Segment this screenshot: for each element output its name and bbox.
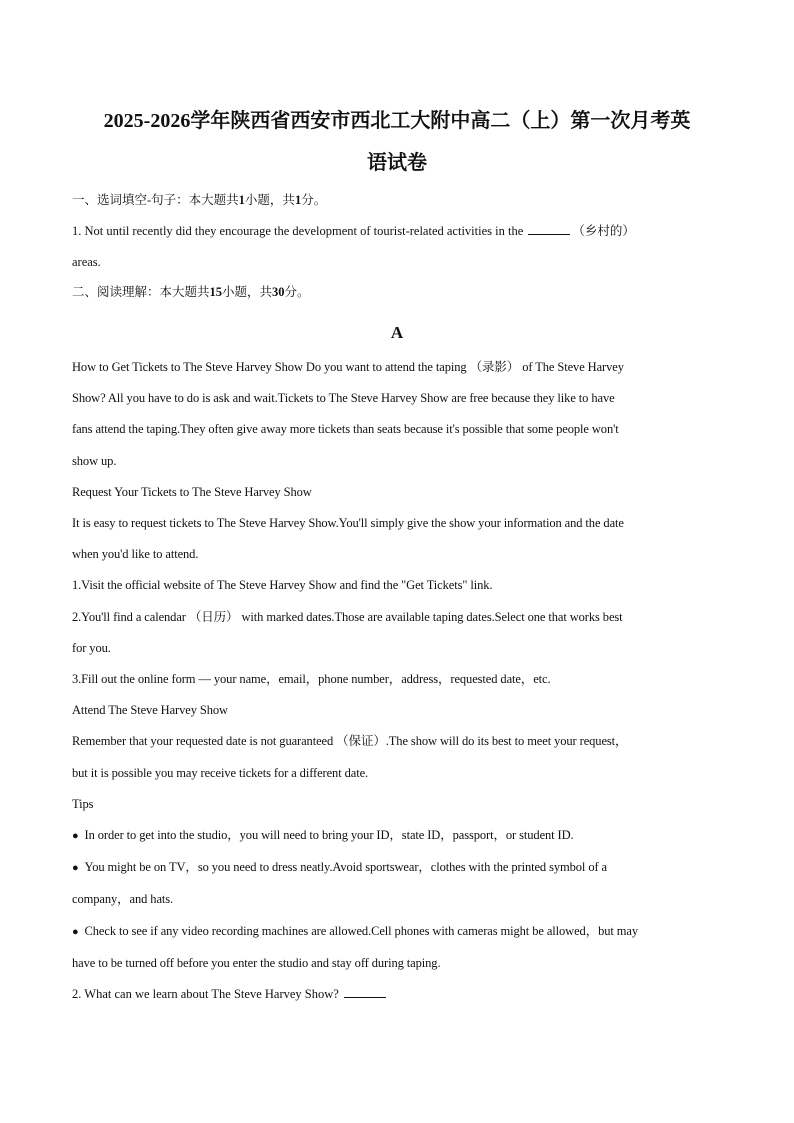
question-1-hint: （乡村的） xyxy=(572,224,635,238)
section-1-heading xyxy=(72,188,722,212)
question-2-number: 2. xyxy=(72,987,82,1002)
passage-line: when you'd like to attend. xyxy=(72,547,199,562)
section-1-prefix: 一、选词填空-句子：本大题共 xyxy=(72,193,239,207)
section-2-suffix: 分。 xyxy=(284,285,310,299)
passage-line: How to Get Tickets to The Steve Harvey Show Do you want to attend the taping （录影） of The Steve Harvey xyxy=(72,360,624,374)
tip-bullet-1 xyxy=(72,820,722,852)
passage-line: show up. xyxy=(72,453,117,468)
bullet-icon: ● xyxy=(72,925,79,938)
tip-line: have to be turned off before you enter the studio and stay off during taping. xyxy=(72,955,441,970)
section-1-suffix: 分。 xyxy=(301,193,327,207)
question-1-blank[interactable] xyxy=(528,222,570,235)
passage-letter: A xyxy=(390,323,404,342)
section-1-count: 1 xyxy=(238,193,245,207)
passage-line: but it is possible you may receive tickets for a different date. xyxy=(72,765,369,780)
question-2 xyxy=(72,979,722,1010)
exam-title-line2: 语试卷 xyxy=(367,152,427,174)
tip-line: company，and hats. xyxy=(72,892,174,907)
tip-bullet-2 xyxy=(72,852,722,884)
question-2-blank[interactable] xyxy=(344,985,386,998)
tip-text: You might be on TV，so you need to dress neatly.Avoid sportswear，clothes with the printed symbol of a xyxy=(84,860,608,875)
bullet-icon: ● xyxy=(72,862,79,875)
passage-body xyxy=(72,352,722,979)
question-1-number: 1. xyxy=(72,224,82,238)
section-2-count: 15 xyxy=(209,285,223,299)
tip-text: In order to get into the studio，you will need to bring your ID，state ID，passport，or student ID. xyxy=(84,828,574,843)
bullet-icon: ● xyxy=(72,830,79,843)
exam-title xyxy=(72,100,722,184)
passage-subheading: Attend The Steve Harvey Show xyxy=(72,703,228,718)
section-2-prefix: 二、阅读理解：本大题共 xyxy=(72,285,210,299)
exam-title-line1: 2025-2026学年陕西省西安市西北工大附中高二（上）第一次月考英 xyxy=(103,110,691,132)
section-2-points: 30 xyxy=(272,285,285,299)
section-1-points: 1 xyxy=(294,193,302,207)
passage-line: fans attend the taping.They often give away more tickets than seats because it's possible that some people won't xyxy=(72,422,619,437)
passage-subheading: Tips xyxy=(72,796,94,811)
passage-line: It is easy to request tickets to The Steve Harvey Show.You'll simply give the show your information and the date xyxy=(72,516,624,531)
passage-step: 2.You'll find a calendar （日历） with marked dates.Those are available taping dates.Select one that works best xyxy=(72,609,623,624)
question-1 xyxy=(72,216,722,247)
passage-step: 1.Visit the official website of The Steve Harvey Show and find the "Get Tickets" link. xyxy=(72,578,493,593)
question-1-continuation: areas. xyxy=(72,255,101,269)
question-1-text: Not until recently did they encourage the development of tourist-related activities in the xyxy=(84,224,524,238)
section-1-mid: 小题，共 xyxy=(244,193,295,207)
passage-line: Show? All you have to do is ask and wait.Tickets to The Steve Harvey Show are free because they like to have xyxy=(72,391,615,406)
tip-text: Check to see if any video recording machines are allowed.Cell phones with cameras might be allowed，but may xyxy=(84,923,639,938)
exam-page xyxy=(72,100,722,1010)
passage-step: 3.Fill out the online form — your name，email，phone number，address，requested date，etc. xyxy=(72,672,551,687)
passage-subheading: Request Your Tickets to The Steve Harvey Show xyxy=(72,484,312,499)
tip-bullet-3 xyxy=(72,916,722,948)
section-2-heading xyxy=(72,280,722,304)
question-2-text: What can we learn about The Steve Harvey Show? xyxy=(84,987,339,1002)
section-2-mid: 小题，共 xyxy=(222,285,273,299)
passage-line: Remember that your requested date is not guaranteed （保证）.The show will do its best to meet your request， xyxy=(72,734,628,749)
passage-line: for you. xyxy=(72,640,111,655)
